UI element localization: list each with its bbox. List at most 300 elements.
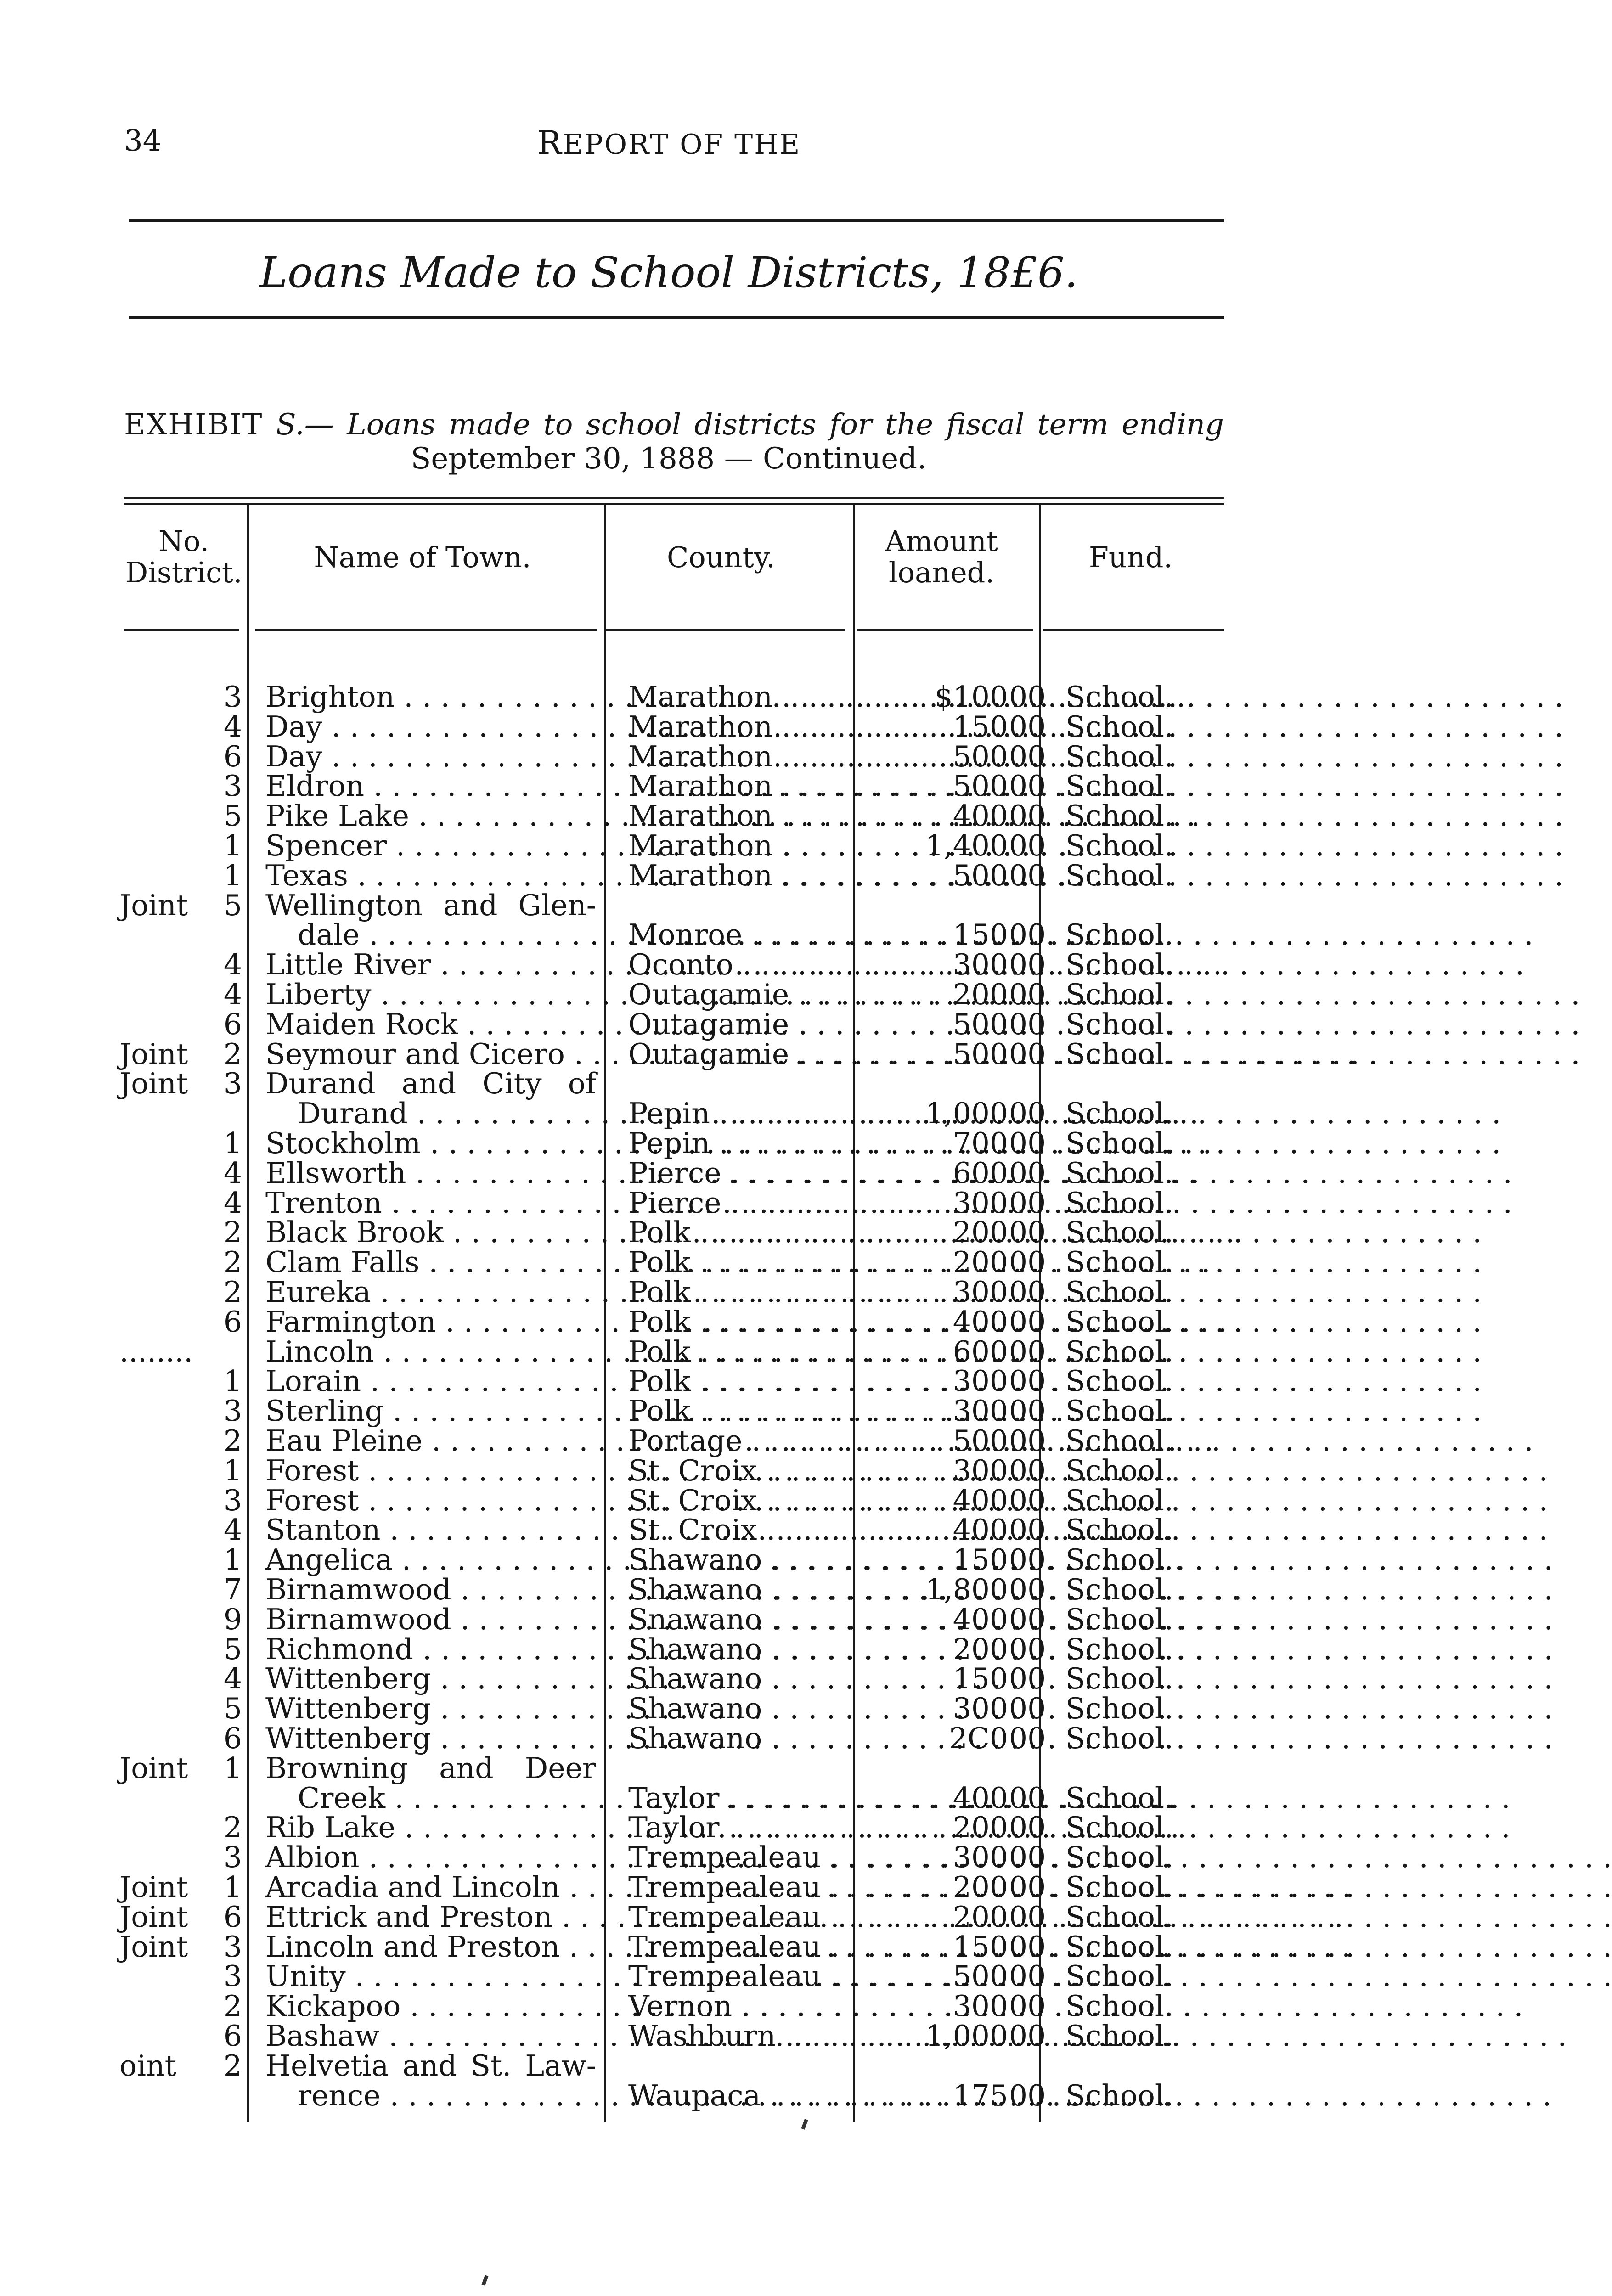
amount-cents: 00: [1009, 1602, 1046, 1636]
table-row: [0, 1307, 1337, 1337]
district-number: 1: [223, 1364, 242, 1398]
table-row: [0, 1664, 1337, 1694]
header-amount: Amount loaned.: [885, 524, 998, 589]
running-head-initial: R: [537, 124, 563, 162]
exhibit-caption-line2: September 30, 1888 — Continued.: [411, 442, 927, 476]
table-row: [0, 1932, 1337, 1962]
town-name: Bashaw . . .: [265, 2021, 596, 2051]
fund-name: School.: [1065, 1692, 1174, 1726]
amount-cents: 00: [1009, 1394, 1046, 1428]
county-name: Polk . . .: [628, 1396, 853, 1426]
table-row: [0, 920, 1337, 950]
county-name: Shawano . . .: [628, 1664, 853, 1694]
town-name: Eureka . . .: [265, 1277, 596, 1307]
town-name: Albion . . .: [265, 1842, 596, 1873]
joint-label: Joint: [119, 1900, 188, 1934]
fund-name: School.: [1065, 858, 1174, 892]
fund-name: School.: [1065, 1811, 1174, 1845]
county-name: Pepin . . .: [628, 1128, 853, 1159]
county-name: Monroe . . .: [628, 920, 853, 950]
fund-name: School.: [1065, 978, 1174, 1011]
amount-dollars: 500: [953, 858, 1008, 892]
table-row: [0, 1277, 1337, 1307]
district-number: 3: [223, 680, 242, 714]
county-name: Marathon . . .: [628, 831, 853, 861]
town-name: Maiden Rock . . .: [265, 1009, 596, 1040]
table-row: [0, 2078, 1337, 2112]
county-name: Polk . . .: [628, 1217, 853, 1248]
county-name: Polk . . .: [628, 1366, 853, 1396]
header-fund: Fund.: [1088, 540, 1173, 574]
print-mark: [481, 2275, 488, 2285]
district-number: 6: [223, 1305, 242, 1339]
amount-cents: 00: [1009, 1632, 1046, 1666]
district-number: 7: [223, 1573, 242, 1606]
district-number: 4: [223, 948, 242, 982]
header-rule-4: [857, 629, 1033, 631]
fund-name: School.: [1065, 1513, 1174, 1547]
town-name: Liberty . . .: [265, 979, 596, 1010]
fund-name: School.: [1065, 829, 1174, 862]
table-row: [0, 1842, 1337, 1873]
amount-dollars: 400: [953, 1513, 1008, 1547]
table-row: [0, 1515, 1337, 1545]
table-row: [0, 1188, 1337, 1218]
town-name: Lincoln . . .: [265, 1337, 596, 1367]
fund-name: School.: [1065, 1186, 1174, 1220]
amount-dollars: 500: [953, 739, 1008, 773]
fund-name: School.: [1065, 1097, 1174, 1131]
amount-dollars: 500: [953, 1424, 1008, 1458]
district-number: 1: [223, 1543, 242, 1577]
district-number: 3: [223, 1840, 242, 1874]
district-number: 5: [223, 1632, 242, 1666]
amount-cents: 00: [1009, 680, 1046, 714]
title-rule: [129, 316, 1224, 319]
amount-dollars: 300: [953, 1989, 1008, 2023]
table-row: [0, 771, 1337, 801]
amount-dollars: 500: [953, 1007, 1008, 1041]
amount-cents: 00: [1009, 1007, 1046, 1041]
county-name: Marathon . . .: [628, 712, 853, 742]
district-number: 3: [223, 1930, 242, 1964]
amount-dollars: 300: [953, 1364, 1008, 1398]
fund-name: School.: [1065, 918, 1174, 952]
table-row: [0, 831, 1337, 861]
amount-cents: 00: [1009, 1840, 1046, 1874]
town-name: Eldron . . .: [265, 771, 596, 801]
amount-cents: 00: [1009, 1662, 1046, 1696]
town-name: Unity . . .: [265, 1961, 596, 1992]
amount-cents: 00: [1009, 1334, 1046, 1368]
town-name: Stanton . . .: [265, 1515, 596, 1545]
top-rule: [129, 219, 1224, 222]
amount-cents: 00: [1009, 1245, 1046, 1279]
county-name: Marathon . . .: [628, 801, 853, 831]
table-row: [0, 1634, 1337, 1665]
joint-label: Joint: [119, 1037, 188, 1071]
amount-dollars: 300: [953, 1394, 1008, 1428]
amount-cents: 00: [1009, 1811, 1046, 1845]
header-rule-1: [124, 629, 239, 631]
joint-label: Joint: [119, 1751, 188, 1785]
fund-name: School.: [1065, 769, 1174, 803]
fund-name: School.: [1065, 1722, 1174, 1755]
fund-name: School.: [1065, 1334, 1174, 1368]
district-number: 5: [223, 888, 242, 922]
district-number: 2: [223, 1275, 242, 1309]
fund-name: School.: [1065, 1632, 1174, 1666]
county-name: Shawano . . .: [628, 1575, 853, 1605]
exhibit-label: EXHIBIT: [124, 408, 263, 442]
amount-cents: 00: [1009, 709, 1046, 743]
county-name: Pepin . . .: [628, 1098, 853, 1129]
table-row: [0, 858, 1337, 892]
amount-dollars: 500: [953, 1037, 1008, 1071]
amount-dollars: 200: [953, 1632, 1008, 1666]
fund-name: School.: [1065, 1602, 1174, 1636]
county-name: Marathon . . .: [628, 771, 853, 801]
table-row: [0, 1366, 1337, 1396]
amount-cents: 00: [1009, 858, 1046, 892]
amount-dollars: 200: [953, 1870, 1008, 1904]
town-name: Wellington and Glen-: [265, 888, 596, 922]
district-number: 4: [223, 1662, 242, 1696]
county-name: Portage . . .: [628, 1426, 853, 1456]
table-row: [0, 1872, 1337, 1902]
amount-cents: 00: [1009, 1156, 1046, 1190]
county-name: St. Croix . . .: [628, 1456, 853, 1486]
table-row: [0, 1575, 1337, 1605]
table-row: [0, 1812, 1337, 1843]
town-name: Stockholm . . .: [265, 1128, 596, 1159]
amount-dollars: 500: [953, 769, 1008, 803]
table-row: [0, 1483, 1337, 1517]
town-name: Forest . . .: [265, 1486, 596, 1516]
town-name: Clam Falls . . .: [265, 1247, 596, 1277]
table-row: [0, 1753, 1337, 1784]
amount-dollars: 300: [953, 1453, 1008, 1487]
district-number: 1: [223, 829, 242, 862]
fund-name: School.: [1065, 1156, 1174, 1190]
town-name: Ettrick and Preston . . .: [265, 1902, 596, 1932]
table-row: [0, 1604, 1337, 1635]
fund-name: School.: [1065, 1840, 1174, 1874]
amount-cents: 00: [1009, 799, 1046, 833]
amount-cents: 00: [1009, 1543, 1046, 1577]
table-row: [0, 1217, 1337, 1248]
fund-name: School.: [1065, 948, 1174, 982]
amount-dollars: 175: [953, 2078, 1008, 2112]
district-number: 1: [223, 1751, 242, 1785]
exhibit-caption-line1: S.— Loans made to school districts for the fiscal term ending: [276, 408, 1224, 442]
fund-name: School.: [1065, 1483, 1174, 1517]
county-name: Outagamie . . .: [628, 1039, 853, 1069]
town-name: Black Brook . . .: [265, 1217, 596, 1248]
town-name: Little River . . .: [265, 950, 596, 980]
amount-cents: 00: [1009, 1483, 1046, 1517]
table-row: [0, 1009, 1337, 1040]
table-row: [0, 1902, 1337, 1932]
town-name: Helvetia and St. Law-: [265, 2048, 596, 2082]
fund-name: School.: [1065, 1305, 1174, 1339]
amount-dollars: 400: [953, 1602, 1008, 1636]
table-row: [0, 1545, 1337, 1575]
fund-name: School.: [1065, 1216, 1174, 1249]
town-name: Forest . . .: [265, 1456, 596, 1486]
district-number: 3: [223, 1959, 242, 1993]
amount-dollars: 1,400: [925, 829, 1008, 862]
amount-dollars: 300: [953, 1840, 1008, 1874]
fund-name: School.: [1065, 1424, 1174, 1458]
amount-cents: 00: [1009, 1959, 1046, 1993]
amount-cents: 00: [1009, 1424, 1046, 1458]
exhibit-caption: [124, 408, 1224, 442]
county-name: Shawano . . .: [628, 1634, 853, 1665]
town-name: Creek . . .: [298, 1783, 596, 1813]
county-name: Taylor . . .: [628, 1812, 853, 1843]
amount-cents: 00: [1009, 1930, 1046, 1964]
town-name: Sterling . . .: [265, 1396, 596, 1426]
county-name: Washburn . . .: [628, 2021, 853, 2051]
district-number: 4: [223, 1156, 242, 1190]
county-name: Trempealeau . . .: [628, 1902, 853, 1932]
amount-cents: 00: [1009, 1870, 1046, 1904]
table-row: [0, 1961, 1337, 1992]
table-row: [0, 682, 1337, 712]
town-name: Day . . .: [265, 712, 596, 742]
fund-name: School.: [1065, 680, 1174, 714]
amount-cents: 00: [1009, 1275, 1046, 1309]
district-number: 6: [223, 1722, 242, 1755]
amount-dollars: 150: [953, 918, 1008, 952]
header-rule-5: [1043, 629, 1224, 631]
town-name: Farmington . . .: [265, 1307, 596, 1337]
district-number: 4: [223, 978, 242, 1011]
county-name: Vernon . . .: [628, 1991, 853, 2021]
district-number: 4: [223, 1513, 242, 1547]
table-row: [0, 1069, 1337, 1099]
fund-name: School.: [1065, 1007, 1174, 1041]
joint-label: Joint: [119, 888, 188, 922]
town-name: dale . . .: [298, 920, 596, 950]
county-name: Polk . . .: [628, 1307, 853, 1337]
table-row: [0, 739, 1337, 773]
amount-cents: 00: [1009, 1573, 1046, 1606]
table-row: [0, 1098, 1337, 1129]
print-mark: [801, 2119, 808, 2129]
fund-name: School.: [1065, 709, 1174, 743]
amount-dollars: 150: [953, 1930, 1008, 1964]
town-name: Texas . . .: [265, 861, 596, 891]
district-number: 1: [223, 1126, 242, 1160]
amount-dollars: 600: [953, 1334, 1008, 1368]
county-name: Taylor . . .: [628, 1783, 853, 1813]
joint-label: Joint: [119, 1870, 188, 1904]
town-name: Pike Lake . . .: [265, 801, 596, 831]
joint-label: oint: [119, 2048, 176, 2082]
district-number: 2: [223, 1989, 242, 2023]
district-number: 2: [223, 1037, 242, 1071]
amount-cents: 00: [1009, 1364, 1046, 1398]
district-number: 6: [223, 1900, 242, 1934]
fund-name: School.: [1065, 799, 1174, 833]
fund-name: School.: [1065, 2019, 1174, 2053]
amount-dollars: 150: [953, 1662, 1008, 1696]
town-name: Eau Pleine . . .: [265, 1426, 596, 1456]
amount-cents: 00: [1009, 1186, 1046, 1220]
amount-cents: 00: [1009, 948, 1046, 982]
district-number: 6: [223, 739, 242, 773]
fund-name: School.: [1065, 1543, 1174, 1577]
table-row: [0, 979, 1337, 1010]
amount-cents: 00: [1009, 978, 1046, 1011]
county-name: Trempealeau . . .: [628, 1932, 853, 1962]
header-no-district: No. District.: [125, 524, 242, 589]
fund-name: School.: [1065, 1275, 1174, 1309]
header-county: County.: [666, 540, 776, 574]
town-name: Browning and Deer: [265, 1751, 596, 1785]
table-row: [0, 709, 1337, 743]
page-title: Loans Made to School Districts, 18£6.: [259, 248, 1078, 297]
fund-name: School.: [1065, 1126, 1174, 1160]
district-number: 2: [223, 2048, 242, 2082]
fund-name: School.: [1065, 1394, 1174, 1428]
town-name: Brighton . . .: [265, 682, 596, 712]
fund-name: School.: [1065, 1364, 1174, 1398]
county-name: Shawano . . .: [628, 1545, 853, 1575]
table-row: [0, 1426, 1337, 1456]
amount-dollars: 300: [953, 1275, 1008, 1309]
amount-dollars: 200: [953, 1900, 1008, 1934]
county-name: Marathon . . .: [628, 682, 853, 712]
county-name: Pierce . . .: [628, 1158, 853, 1188]
running-head-rest: EPORT OF THE: [563, 129, 801, 161]
table-row: [0, 1247, 1337, 1277]
table-row: [0, 1128, 1337, 1159]
fund-name: School.: [1065, 1959, 1174, 1993]
town-name: Rib Lake . . .: [265, 1812, 596, 1843]
amount-cents: 00: [1009, 1037, 1046, 1071]
amount-cents: 00: [1009, 1513, 1046, 1547]
district-number: 5: [223, 1692, 242, 1726]
county-name: Polk . . .: [628, 1277, 853, 1307]
amount-cents: 00: [1009, 1453, 1046, 1487]
fund-name: School.: [1065, 1245, 1174, 1279]
fund-name: School.: [1065, 1037, 1174, 1071]
district-number: 3: [223, 1483, 242, 1517]
county-name: Polk . . .: [628, 1337, 853, 1367]
amount-cents: 00: [1009, 1126, 1046, 1160]
town-name: Lincoln and Preston . . .: [265, 1932, 596, 1962]
joint-label: Joint: [119, 1930, 188, 1964]
district-number: 2: [223, 1216, 242, 1249]
district-number: 4: [223, 1186, 242, 1220]
county-name: St. Croix . . .: [628, 1486, 853, 1516]
amount-dollars: 1,000: [925, 2019, 1008, 2053]
county-name: Outagamie . . .: [628, 979, 853, 1010]
county-name: Trempealeau . . .: [628, 1872, 853, 1902]
town-name: Ellsworth . . .: [265, 1158, 596, 1188]
town-name: Wittenberg . . .: [265, 1694, 596, 1724]
county-name: Outagamie . . .: [628, 1009, 853, 1040]
district-number: 1: [223, 1453, 242, 1487]
amount-dollars: 200: [953, 1216, 1008, 1249]
amount-cents: 00: [1009, 739, 1046, 773]
header-rule-3: [606, 629, 845, 631]
town-name: Spencer . . .: [265, 831, 596, 861]
county-name: Waupaca . . .: [628, 2081, 853, 2111]
header-rule-2: [255, 629, 597, 631]
fund-name: School.: [1065, 1870, 1174, 1904]
town-name: Birnamwood . . .: [265, 1575, 596, 1605]
district-number: 2: [223, 1424, 242, 1458]
district-number: 1: [223, 858, 242, 892]
town-name: Lorain . . .: [265, 1366, 596, 1396]
town-name: Wittenberg . . .: [265, 1723, 596, 1754]
county-name: Marathon . . .: [628, 742, 853, 772]
table-row: [0, 1991, 1337, 2021]
district-number: 3: [223, 769, 242, 803]
district-number: 2: [223, 1245, 242, 1279]
fund-name: School.: [1065, 1662, 1174, 1696]
county-name: Polk . . .: [628, 1247, 853, 1277]
district-number: 3: [223, 1067, 242, 1101]
county-name: Snawano . . .: [628, 1604, 853, 1635]
town-name: Durand . . .: [298, 1098, 596, 1129]
amount-dollars: 300: [953, 948, 1008, 982]
town-name: Birnamwood . . .: [265, 1604, 596, 1635]
fund-name: School.: [1065, 1900, 1174, 1934]
amount-dollars: 400: [953, 1781, 1008, 1815]
county-name: Trempealeau . . .: [628, 1961, 853, 1992]
amount-cents: 00: [1009, 1305, 1046, 1339]
amount-dollars: 300: [953, 1692, 1008, 1726]
fund-name: School.: [1065, 1989, 1174, 2023]
town-name: Seymour and Cicero . . .: [265, 1039, 596, 1069]
table-row: [0, 1694, 1337, 1724]
table-top-rule: [124, 497, 1224, 499]
table-row: [0, 801, 1337, 831]
amount-cents: 00: [1009, 1989, 1046, 2023]
table-row: [0, 1039, 1337, 1069]
district-number: 2: [223, 1811, 242, 1845]
amount-cents: 00: [1009, 1722, 1046, 1755]
town-name: Durand and City of: [265, 1067, 596, 1101]
table-row: [0, 1334, 1337, 1368]
town-name: Kickapoo . . .: [265, 1991, 596, 2021]
district-number: 1: [223, 1870, 242, 1904]
county-name: Marathon . . .: [628, 861, 853, 891]
district-number: 5: [223, 799, 242, 833]
amount-dollars: 1,800: [925, 1573, 1008, 1606]
amount-cents: 00: [1009, 1097, 1046, 1131]
amount-dollars: 600: [953, 1156, 1008, 1190]
amount-dollars: $100: [934, 680, 1008, 714]
county-name: Pierce . . .: [628, 1188, 853, 1218]
header-town: Name of Town.: [314, 540, 531, 574]
fund-name: School.: [1065, 2078, 1174, 2112]
district-number: 6: [223, 1007, 242, 1041]
table-row: [0, 1396, 1337, 1426]
amount-dollars: 300: [953, 1186, 1008, 1220]
district-number: 6: [223, 2019, 242, 2053]
amount-dollars: 200: [953, 1245, 1008, 1279]
district-number: 4: [223, 709, 242, 743]
table-row: [0, 1453, 1337, 1487]
amount-dollars: 400: [953, 799, 1008, 833]
fund-name: School.: [1065, 1573, 1174, 1606]
